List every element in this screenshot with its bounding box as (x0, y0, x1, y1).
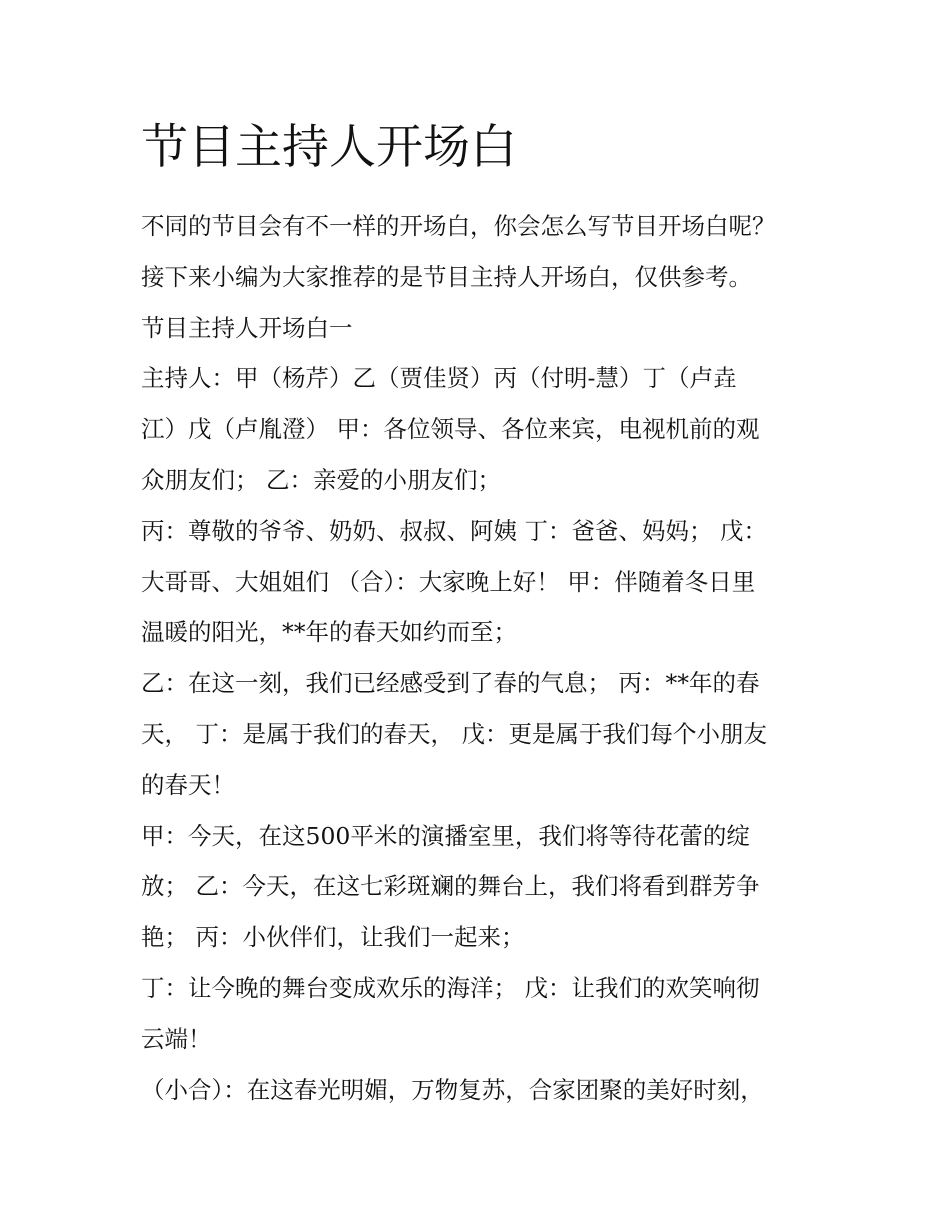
document-title: 节目主持人开场白 (141, 120, 517, 175)
text-line: 温暖的阳光，**年的春天如约而至； (141, 618, 517, 647)
text-line: 艳； 丙：小伙伴们，让我们一起来； (141, 923, 525, 952)
text-line: 众朋友们； 乙：亲爱的小朋友们； (141, 465, 501, 494)
text-line: 云端！ (141, 1024, 212, 1053)
text-line: 大哥哥、大姐姐们 （合）：大家晚上好！ 甲：伴随着冬日里 (141, 567, 756, 596)
text-line: 丁：让今晚的舞台变成欢乐的海洋； 戊：让我们的欢笑响彻 (141, 973, 760, 1002)
text-line: 接下来小编为大家推荐的是节目主持人开场白，仅供参考。 (141, 262, 752, 291)
text-line: 的春天！ (141, 770, 235, 799)
text-line: 不同的节目会有不一样的开场白，你会怎么写节目开场白呢？ (141, 212, 776, 240)
text-line: 天， 丁：是属于我们的春天， 戊：更是属于我们每个小朋友 (141, 719, 767, 748)
text-line: 乙：在这一刻，我们已经感受到了春的气息； 丙：**年的春 (141, 669, 760, 698)
text-line: 江）戊（卢胤澄） 甲：各位领导、各位来宾，电视机前的观 (141, 415, 760, 444)
text-line: 甲：今天，在这500平米的演播室里，我们将等待花蕾的绽 (141, 821, 750, 850)
text-line: 主持人：甲（杨芹）乙（贾佳贤）丙（付明-慧）丁（卢垚 (141, 364, 737, 393)
document-body (141, 201, 811, 1115)
text-line: （小合）：在这春光明媚，万物复苏，合家团聚的美好时刻， (141, 1075, 764, 1104)
text-line: 放； 乙：今天，在这七彩斑斓的舞台上，我们将看到群芳争 (141, 872, 760, 901)
text-line: 丙：尊敬的爷爷、奶奶、叔叔、阿姨 丁：爸爸、妈妈； 戊： (141, 516, 767, 545)
section-heading: 节目主持人开场白一 (141, 313, 353, 342)
